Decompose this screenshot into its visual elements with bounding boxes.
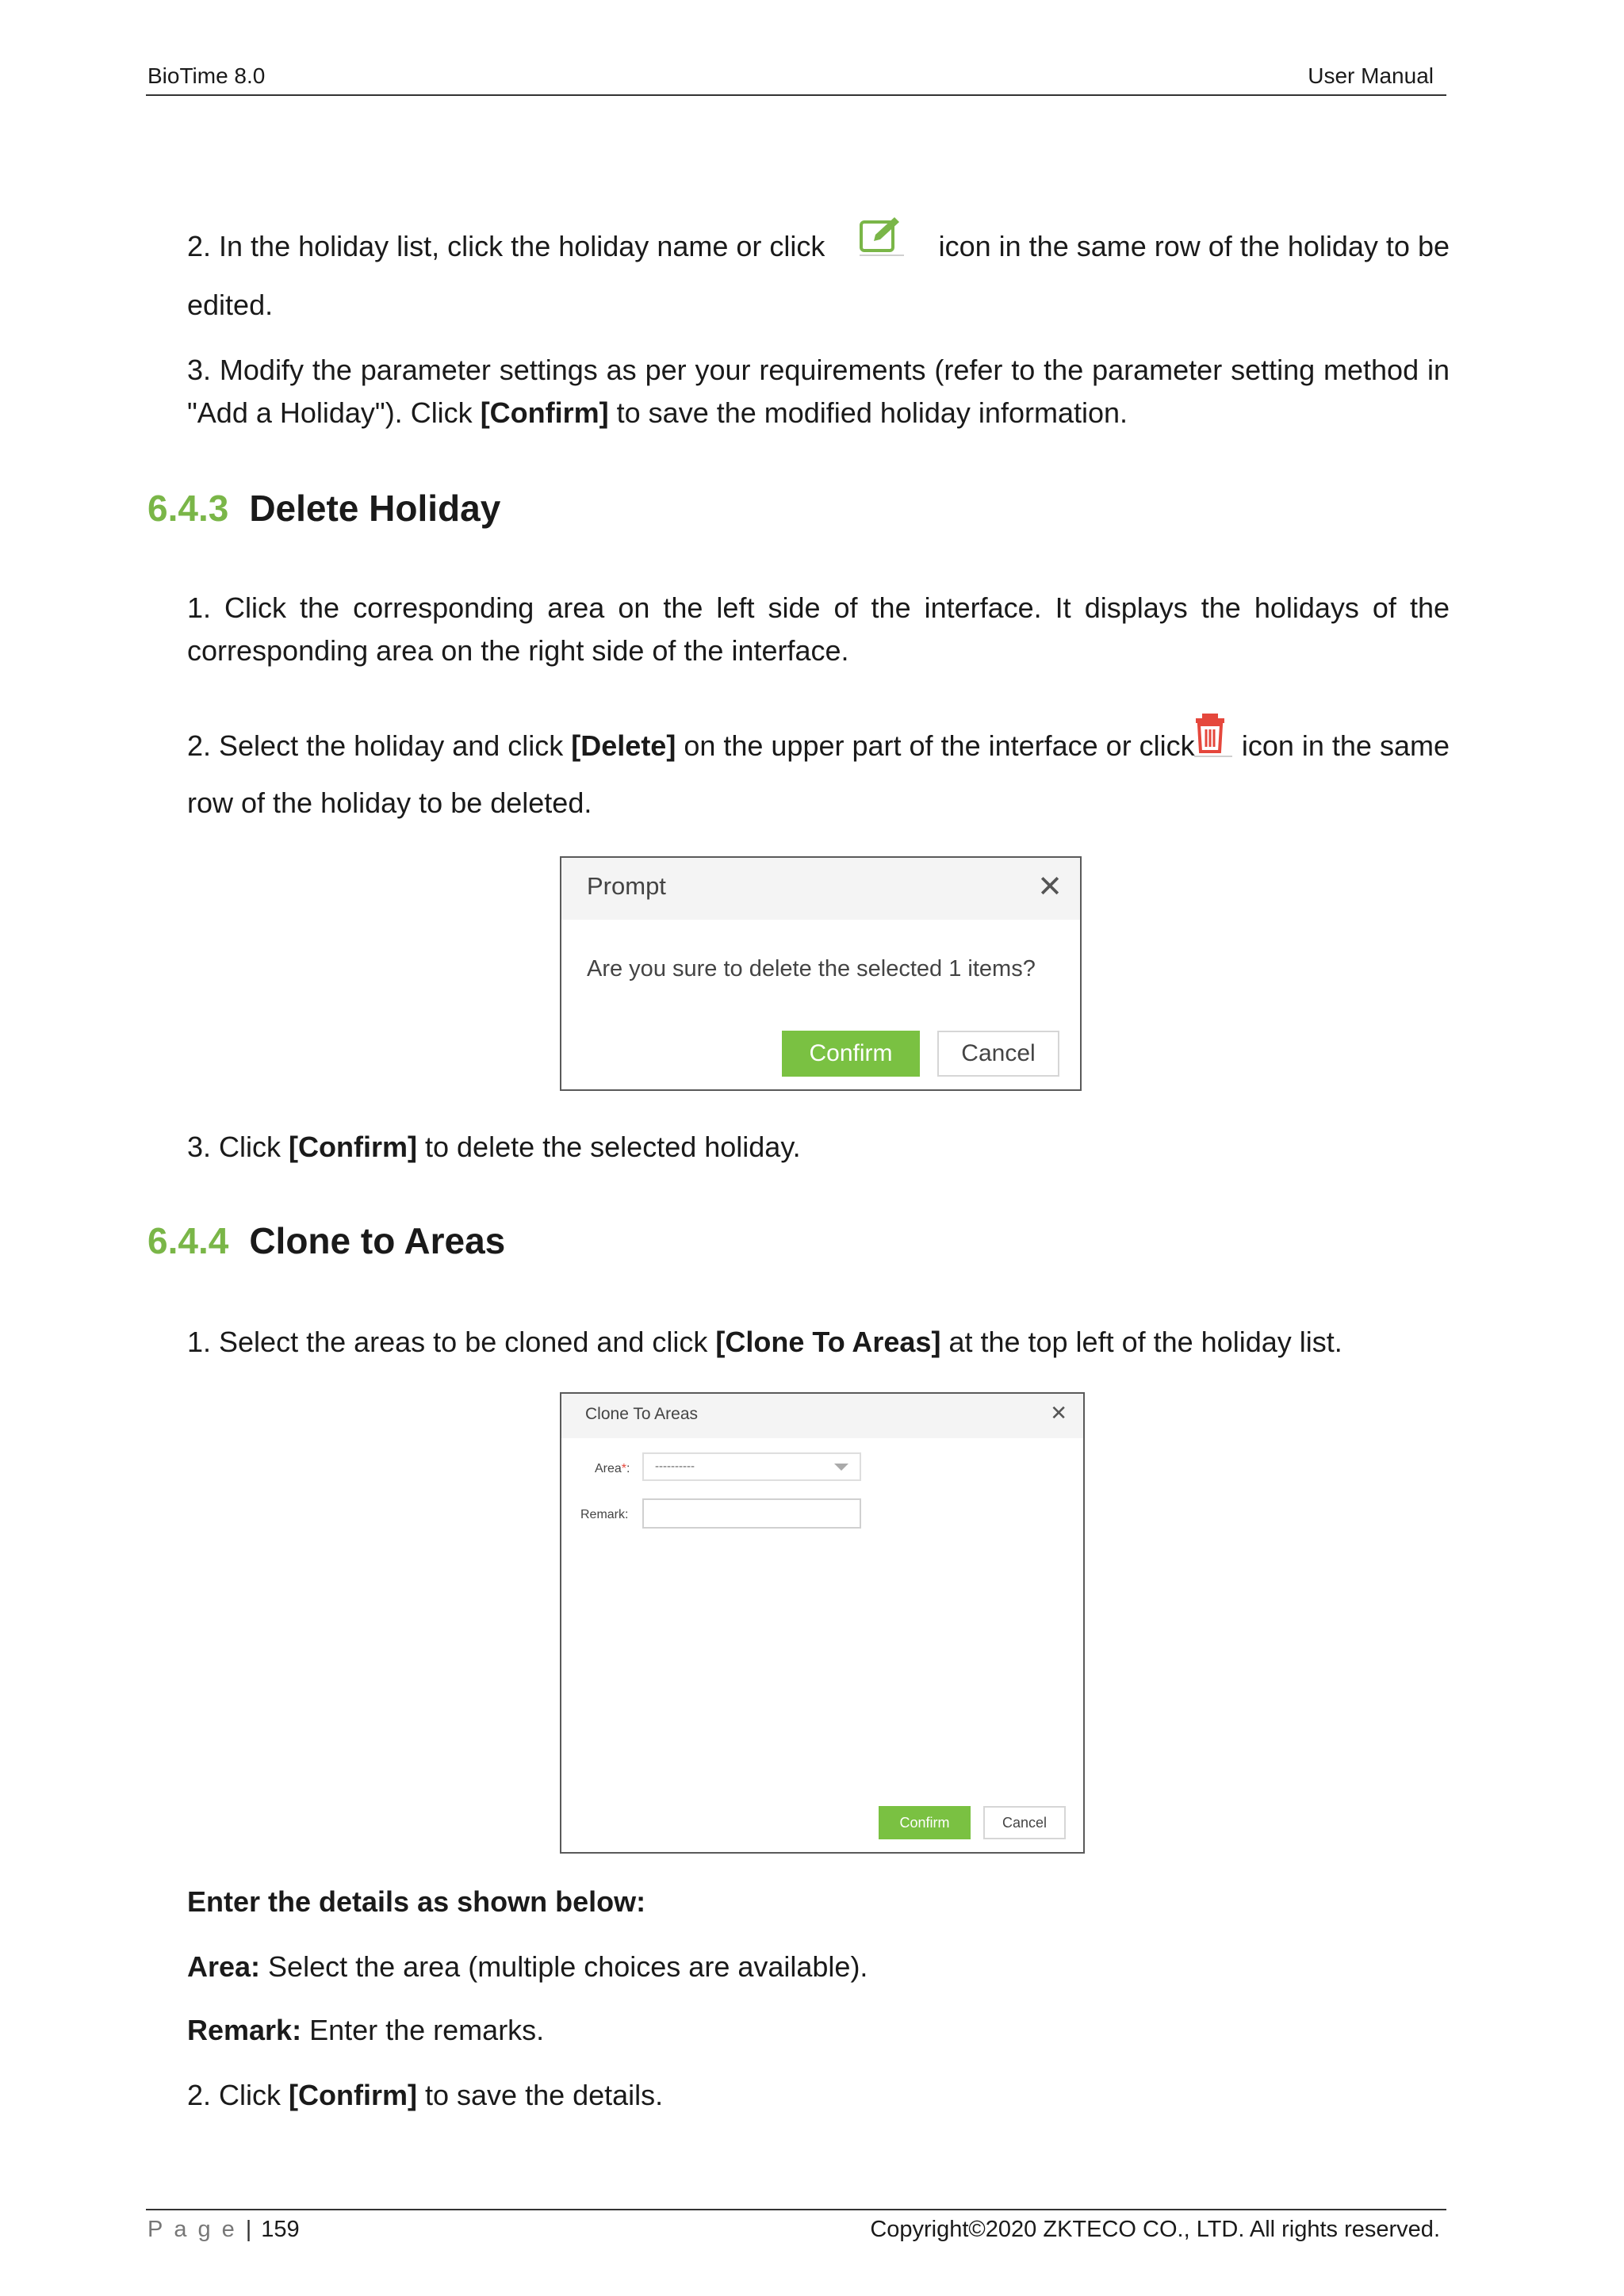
clone-step-2 (187, 2074, 1450, 2117)
confirm-button[interactable]: Confirm (782, 1031, 920, 1077)
detail-area-term: Area: (187, 1950, 261, 1983)
area-label-text: Area (595, 1462, 622, 1475)
section-title: Delete Holiday (249, 488, 501, 529)
detail-area (187, 1946, 1450, 1988)
prompt-dialog-header (561, 858, 1080, 920)
page-separator: | (245, 2217, 252, 2242)
edit-step-3-confirm-ref: [Confirm] (480, 396, 609, 429)
delete-step-2-text (187, 725, 1195, 767)
clone-step-1-c: at the top left of the holiday list. (940, 1326, 1342, 1358)
header-doc-title: BioTime 8.0 (147, 63, 266, 88)
delete-step-2-delete-ref: [Delete] (571, 729, 676, 762)
edit-step-2-prefix: 2. In the holiday list, click the holiday name or click (187, 230, 825, 262)
edit-step-3-text: "Add a Holiday"). Click (187, 396, 481, 429)
clone-dialog-title: Clone To Areas (585, 1405, 699, 1423)
remark-label: Remark: (580, 1508, 629, 1521)
edit-icon (856, 214, 907, 258)
delete-step-2-c: on the upper part of the interface or click (676, 729, 1195, 762)
footer-copyright: Copyright©2020 ZKTECO CO., LTD. All rights reserved. (870, 2217, 1440, 2242)
clone-step-1 (187, 1321, 1450, 1364)
section-number: 6.4.4 (147, 1220, 229, 1261)
area-label-colon: : (626, 1462, 630, 1475)
required-marker: * (621, 1462, 627, 1475)
prompt-dialog-message: Are you sure to delete the selected 1 items? (587, 956, 1036, 982)
clone-dialog-header (561, 1394, 1083, 1438)
close-icon[interactable]: ✕ (1037, 869, 1063, 904)
footer-page (147, 2217, 300, 2243)
clone-step-1-clone-ref: [Clone To Areas] (715, 1326, 941, 1358)
chevron-down-icon[interactable] (834, 1464, 848, 1471)
confirm-button[interactable]: Confirm (879, 1806, 971, 1839)
header-doc-type: User Manual (1308, 63, 1434, 88)
remark-input[interactable] (642, 1498, 861, 1529)
section-heading-clone-to-areas (147, 1219, 505, 1262)
section-title: Clone to Areas (249, 1220, 506, 1261)
details-heading: Enter the details as shown below: (187, 1885, 646, 1918)
footer-rule (146, 2209, 1446, 2210)
clone-step-2-a: 2. Click (187, 2079, 289, 2111)
detail-remark (187, 2009, 1450, 2052)
delete-step-2-line1 (187, 725, 1450, 772)
delete-step-3-confirm-ref: [Confirm] (289, 1131, 417, 1163)
trash-icon (1191, 710, 1235, 758)
clone-step-1-a: 1. Select the areas to be cloned and click (187, 1326, 716, 1358)
delete-step-3-c: to delete the selected holiday. (417, 1131, 801, 1163)
close-icon[interactable]: ✕ (1050, 1402, 1067, 1425)
prompt-dialog-title: Prompt (587, 872, 666, 900)
edit-step-2-line2: edited. (187, 289, 274, 321)
page-label: Page (147, 2217, 246, 2242)
delete-step-3-a: 3. Click (187, 1131, 289, 1163)
clone-step-2-confirm-ref: [Confirm] (289, 2079, 417, 2111)
delete-step-2-a: 2. Select the holiday and click (187, 729, 572, 762)
delete-step-1-line1: 1. Click the corresponding area on the left side of the interface. It displays the holidays of the (187, 591, 1450, 624)
edit-step-2-line1 (187, 225, 1450, 273)
detail-remark-desc: Enter the remarks. (301, 2014, 545, 2046)
edit-step-3-line2 (187, 392, 1450, 434)
clone-to-areas-dialog (560, 1392, 1085, 1854)
edit-step-3-line1: 3. Modify the parameter settings as per your requirements (refer to the parameter setting method in (187, 354, 1450, 386)
section-heading-delete-holiday (147, 487, 500, 530)
page-number: 159 (261, 2217, 300, 2242)
section-number: 6.4.3 (147, 488, 229, 529)
delete-step-2-line2: row of the holiday to be deleted. (187, 786, 592, 819)
prompt-dialog (560, 856, 1082, 1091)
delete-step-1-line2: corresponding area on the right side of the interface. (187, 634, 849, 667)
cancel-button[interactable]: Cancel (937, 1031, 1059, 1077)
edit-step-3-text-end: to save the modified holiday information. (608, 396, 1128, 429)
cancel-button[interactable]: Cancel (983, 1806, 1066, 1839)
area-select[interactable] (642, 1452, 861, 1481)
header-rule (146, 94, 1446, 96)
edit-step-2-suffix: icon in the same row of the holiday to be (938, 230, 1450, 262)
delete-step-3 (187, 1126, 1450, 1169)
area-label (595, 1462, 630, 1476)
detail-area-desc: Select the area (multiple choices are available). (260, 1950, 868, 1983)
area-select-value: ---------- (655, 1460, 695, 1473)
delete-step-2-d: icon in the same (1241, 729, 1450, 762)
detail-remark-term: Remark: (187, 2014, 302, 2046)
clone-step-2-c: to save the details. (417, 2079, 664, 2111)
